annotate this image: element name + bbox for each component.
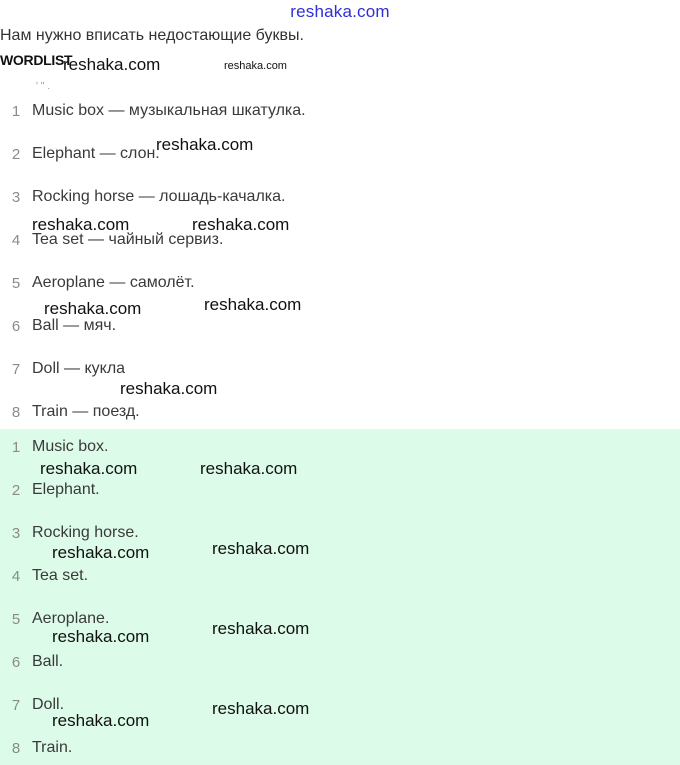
item-text: Rocking horse — лошадь-качалка. — [32, 188, 286, 205]
item-text: Ball — мяч. — [32, 317, 117, 334]
item-number: 5 — [11, 275, 21, 292]
watermark: reshaka.com — [212, 619, 310, 638]
watermark: reshaka.com — [63, 55, 161, 74]
cropped-text-fragment: ' '' . — [36, 81, 51, 92]
item-text: Rocking horse. — [32, 524, 139, 541]
item-number: 6 — [11, 318, 21, 335]
watermark: reshaka.com — [224, 60, 287, 72]
watermark: reshaka.com — [52, 711, 150, 730]
item-text: Ball. — [32, 653, 64, 670]
task-instruction: Нам нужно вписать недостающие буквы. — [0, 27, 304, 44]
item-number: 8 — [11, 740, 21, 757]
item-text: Music box. — [32, 438, 109, 455]
list-item — [0, 738, 680, 760]
item-number: 5 — [11, 611, 21, 628]
item-number: 3 — [11, 189, 21, 206]
item-number: 4 — [11, 232, 21, 249]
item-text: Elephant — слон. — [32, 145, 160, 162]
list-item — [0, 187, 680, 209]
item-number: 1 — [11, 439, 21, 456]
item-number: 2 — [11, 146, 21, 163]
item-number: 7 — [11, 697, 21, 714]
watermark: reshaka.com — [212, 699, 310, 718]
item-text: Train. — [32, 739, 73, 756]
watermark: reshaka.com — [32, 215, 130, 234]
item-number: 7 — [11, 361, 21, 378]
watermark: reshaka.com — [156, 135, 254, 154]
watermark: reshaka.com — [40, 459, 138, 478]
item-text: Music box — музыкальная шкатулка. — [32, 102, 306, 119]
watermark: reshaka.com — [204, 295, 302, 314]
list-item — [0, 566, 680, 588]
list-item — [0, 359, 680, 381]
list-item — [0, 523, 680, 545]
list-item — [0, 480, 680, 502]
list-item — [0, 402, 680, 424]
list-item — [0, 101, 680, 123]
watermark: reshaka.com — [120, 379, 218, 398]
item-text: Train — поезд. — [32, 403, 140, 420]
item-number: 1 — [11, 103, 21, 120]
watermark: reshaka.com — [212, 539, 310, 558]
item-number: 4 — [11, 568, 21, 585]
item-text: Aeroplane. — [32, 610, 110, 627]
watermark: reshaka.com — [52, 543, 150, 562]
wordlist-heading: WORDLIST — [0, 52, 73, 68]
list-item — [0, 144, 680, 166]
watermark: reshaka.com — [200, 459, 298, 478]
site-header-link[interactable]: reshaka.com — [290, 2, 390, 21]
list-item — [0, 316, 680, 338]
list-item — [0, 437, 680, 459]
watermark: reshaka.com — [44, 299, 142, 318]
item-number: 2 — [11, 482, 21, 499]
item-number: 3 — [11, 525, 21, 542]
watermark: reshaka.com — [52, 627, 150, 646]
list-item — [0, 273, 680, 295]
item-text: Tea set — чайный сервиз. — [32, 231, 224, 248]
item-text: Elephant. — [32, 481, 100, 498]
watermark: reshaka.com — [192, 215, 290, 234]
item-text: Tea set. — [32, 567, 89, 584]
item-text: Aeroplane — самолёт. — [32, 274, 195, 291]
list-item — [0, 652, 680, 674]
item-number: 8 — [11, 404, 21, 421]
item-text: Doll. — [32, 696, 65, 713]
item-text: Doll — кукла — [32, 360, 126, 377]
item-number: 6 — [11, 654, 21, 671]
